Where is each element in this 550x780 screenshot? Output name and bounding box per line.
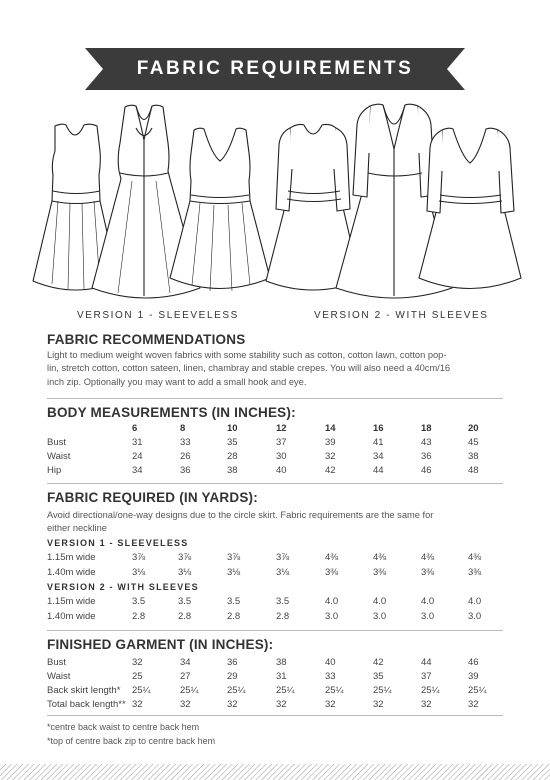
- row-label: Bust: [47, 437, 67, 448]
- table-cell: 3⅛: [178, 567, 192, 578]
- table-cell: 4.0: [325, 596, 339, 607]
- table-cell: 3⅜: [468, 567, 482, 578]
- table-cell: 4⅜: [325, 552, 339, 563]
- row-label: Bust: [47, 657, 67, 668]
- body-measurements-heading: BODY MEASUREMENTS (IN INCHES):: [47, 405, 296, 420]
- table-cell: 37: [276, 437, 287, 448]
- table-cell: 2.8: [227, 611, 241, 622]
- row-label: 1.15m wide: [47, 596, 96, 607]
- table-cell: 42: [373, 657, 384, 668]
- table-cell: 25¼: [132, 685, 151, 696]
- table-cell: 29: [227, 671, 238, 682]
- table-cell: 4⅜: [373, 552, 387, 563]
- fabric-note: [47, 509, 507, 536]
- table-cell: 3⅛: [276, 567, 290, 578]
- size-header-cell: 8: [180, 423, 186, 434]
- v2-vneck-dress-drawing: [419, 128, 521, 288]
- table-cell: 35: [373, 671, 384, 682]
- table-cell: 36: [421, 451, 432, 462]
- table-cell: 32: [468, 699, 479, 710]
- table-cell: 4⅜: [468, 552, 482, 563]
- table-cell: 3⅞: [276, 552, 290, 563]
- row-label: Back skirt length*: [47, 685, 121, 696]
- table-cell: 25¼: [468, 685, 487, 696]
- v1-vneck-dress-drawing: [170, 128, 270, 291]
- v1-subheading: VERSION 1 - SLEEVELESS: [47, 538, 189, 548]
- table-cell: 4.0: [421, 596, 435, 607]
- size-header-cell: 12: [276, 423, 287, 434]
- row-label: 1.15m wide: [47, 552, 96, 563]
- table-cell: 3⅞: [227, 552, 241, 563]
- recommendations-heading: FABRIC RECOMMENDATIONS: [47, 332, 246, 347]
- table-cell: 44: [421, 657, 432, 668]
- table-cell: 4⅜: [421, 552, 435, 563]
- fabric-note-line: Avoid directional/one-way designs due to the circle skirt. Fabric requirements are the same for: [47, 510, 434, 520]
- table-cell: 40: [276, 465, 287, 476]
- row-label: Waist: [47, 671, 71, 682]
- table-cell: 25¼: [180, 685, 199, 696]
- table-cell: 25¼: [373, 685, 392, 696]
- recommendations-line: lin, stretch cotton, cotton sateen, linen, chambray and stable crepes. You will also need a 40cm/16: [47, 363, 451, 374]
- table-cell: 26: [180, 451, 191, 462]
- table-cell: 40: [325, 657, 336, 668]
- table-cell: 28: [227, 451, 238, 462]
- table-cell: 48: [468, 465, 479, 476]
- table-cell: 3.5: [227, 596, 241, 607]
- table-cell: 3.0: [373, 611, 387, 622]
- table-cell: 2.8: [276, 611, 290, 622]
- table-cell: 4.0: [373, 596, 387, 607]
- table-cell: 3⅞: [178, 552, 192, 563]
- table-cell: 3⅛: [227, 567, 241, 578]
- table-cell: 46: [468, 657, 479, 668]
- table-cell: 3⅜: [421, 567, 435, 578]
- size-header-cell: 6: [132, 423, 138, 434]
- table-cell: 39: [468, 671, 479, 682]
- divider: [47, 398, 503, 399]
- size-header-cell: 14: [325, 423, 336, 434]
- recommendations-line: inch zip. Optionally you may want to add a small hook and eye.: [47, 376, 307, 387]
- table-cell: 32: [132, 699, 143, 710]
- table-cell: 31: [132, 437, 143, 448]
- table-cell: 35: [227, 437, 238, 448]
- table-cell: 25¼: [227, 685, 246, 696]
- table-cell: 32: [132, 657, 143, 668]
- table-cell: 36: [227, 657, 238, 668]
- bottom-hatch-border: [0, 764, 550, 780]
- table-cell: 2.8: [132, 611, 146, 622]
- row-label: 1.40m wide: [47, 567, 96, 578]
- table-cell: 36: [180, 465, 191, 476]
- table-cell: 32: [276, 699, 287, 710]
- table-cell: 45: [468, 437, 479, 448]
- table-cell: 38: [468, 451, 479, 462]
- table-cell: 3.5: [178, 596, 192, 607]
- row-label: Total back length**: [47, 699, 126, 710]
- table-cell: 25¼: [276, 685, 295, 696]
- table-cell: 41: [373, 437, 384, 448]
- table-cell: 46: [421, 465, 432, 476]
- size-header-cell: 20: [468, 423, 479, 434]
- table-cell: 34: [132, 465, 143, 476]
- table-cell: 39: [325, 437, 336, 448]
- table-cell: 44: [373, 465, 384, 476]
- table-cell: 33: [325, 671, 336, 682]
- table-cell: 25¼: [325, 685, 344, 696]
- table-cell: 32: [227, 699, 238, 710]
- table-cell: 31: [276, 671, 287, 682]
- table-cell: 37: [421, 671, 432, 682]
- footnote: *centre back waist to centre back hem: [47, 722, 200, 732]
- table-cell: 3⅞: [132, 552, 146, 563]
- table-cell: 32: [325, 451, 336, 462]
- table-cell: 27: [180, 671, 191, 682]
- table-cell: 2.8: [178, 611, 192, 622]
- version1-label: VERSION 1 - SLEEVELESS: [77, 310, 239, 321]
- table-cell: 42: [325, 465, 336, 476]
- table-cell: 34: [180, 657, 191, 668]
- table-cell: 32: [325, 699, 336, 710]
- table-cell: 33: [180, 437, 191, 448]
- table-cell: 32: [180, 699, 191, 710]
- size-header-cell: 16: [373, 423, 384, 434]
- table-cell: 32: [373, 699, 384, 710]
- page-title: FABRIC REQUIREMENTS: [136, 58, 414, 79]
- divider: [47, 630, 503, 631]
- table-cell: 38: [276, 657, 287, 668]
- table-cell: 43: [421, 437, 432, 448]
- v2-subheading: VERSION 2 - WITH SLEEVES: [47, 582, 199, 592]
- row-label: Waist: [47, 451, 71, 462]
- fabric-required-heading: FABRIC REQUIRED (IN YARDS):: [47, 490, 258, 505]
- finished-garment-heading: FINISHED GARMENT (IN INCHES):: [47, 637, 274, 652]
- table-cell: 4.0: [468, 596, 482, 607]
- table-cell: 25¼: [421, 685, 440, 696]
- divider: [47, 715, 503, 716]
- fabric-note-line: either neckline: [47, 523, 107, 534]
- table-cell: 25: [132, 671, 143, 682]
- table-cell: 3.5: [132, 596, 146, 607]
- size-header-cell: 10: [227, 423, 238, 434]
- row-label: Hip: [47, 465, 62, 476]
- table-cell: 3⅛: [132, 567, 146, 578]
- title-banner: [85, 48, 465, 90]
- size-header-cell: 18: [421, 423, 432, 434]
- table-cell: 3⅜: [373, 567, 387, 578]
- table-cell: 3.0: [421, 611, 435, 622]
- table-cell: 30: [276, 451, 287, 462]
- table-cell: 3.5: [276, 596, 290, 607]
- table-cell: 24: [132, 451, 143, 462]
- table-cell: 32: [421, 699, 432, 710]
- recommendations-text: [47, 349, 507, 389]
- dress-illustrations: [0, 103, 550, 303]
- divider: [47, 483, 503, 484]
- recommendations-line: Light to medium weight woven fabrics with some stability such as cotton, cotton lawn, cotton pop-: [47, 350, 447, 360]
- version2-label: VERSION 2 - WITH SLEEVES: [314, 310, 489, 321]
- table-cell: 34: [373, 451, 384, 462]
- table-cell: 3.0: [325, 611, 339, 622]
- table-cell: 3⅜: [325, 567, 339, 578]
- row-label: 1.40m wide: [47, 611, 96, 622]
- table-cell: 38: [227, 465, 238, 476]
- footnote: *top of centre back zip to centre back hem: [47, 736, 216, 746]
- table-cell: 3.0: [468, 611, 482, 622]
